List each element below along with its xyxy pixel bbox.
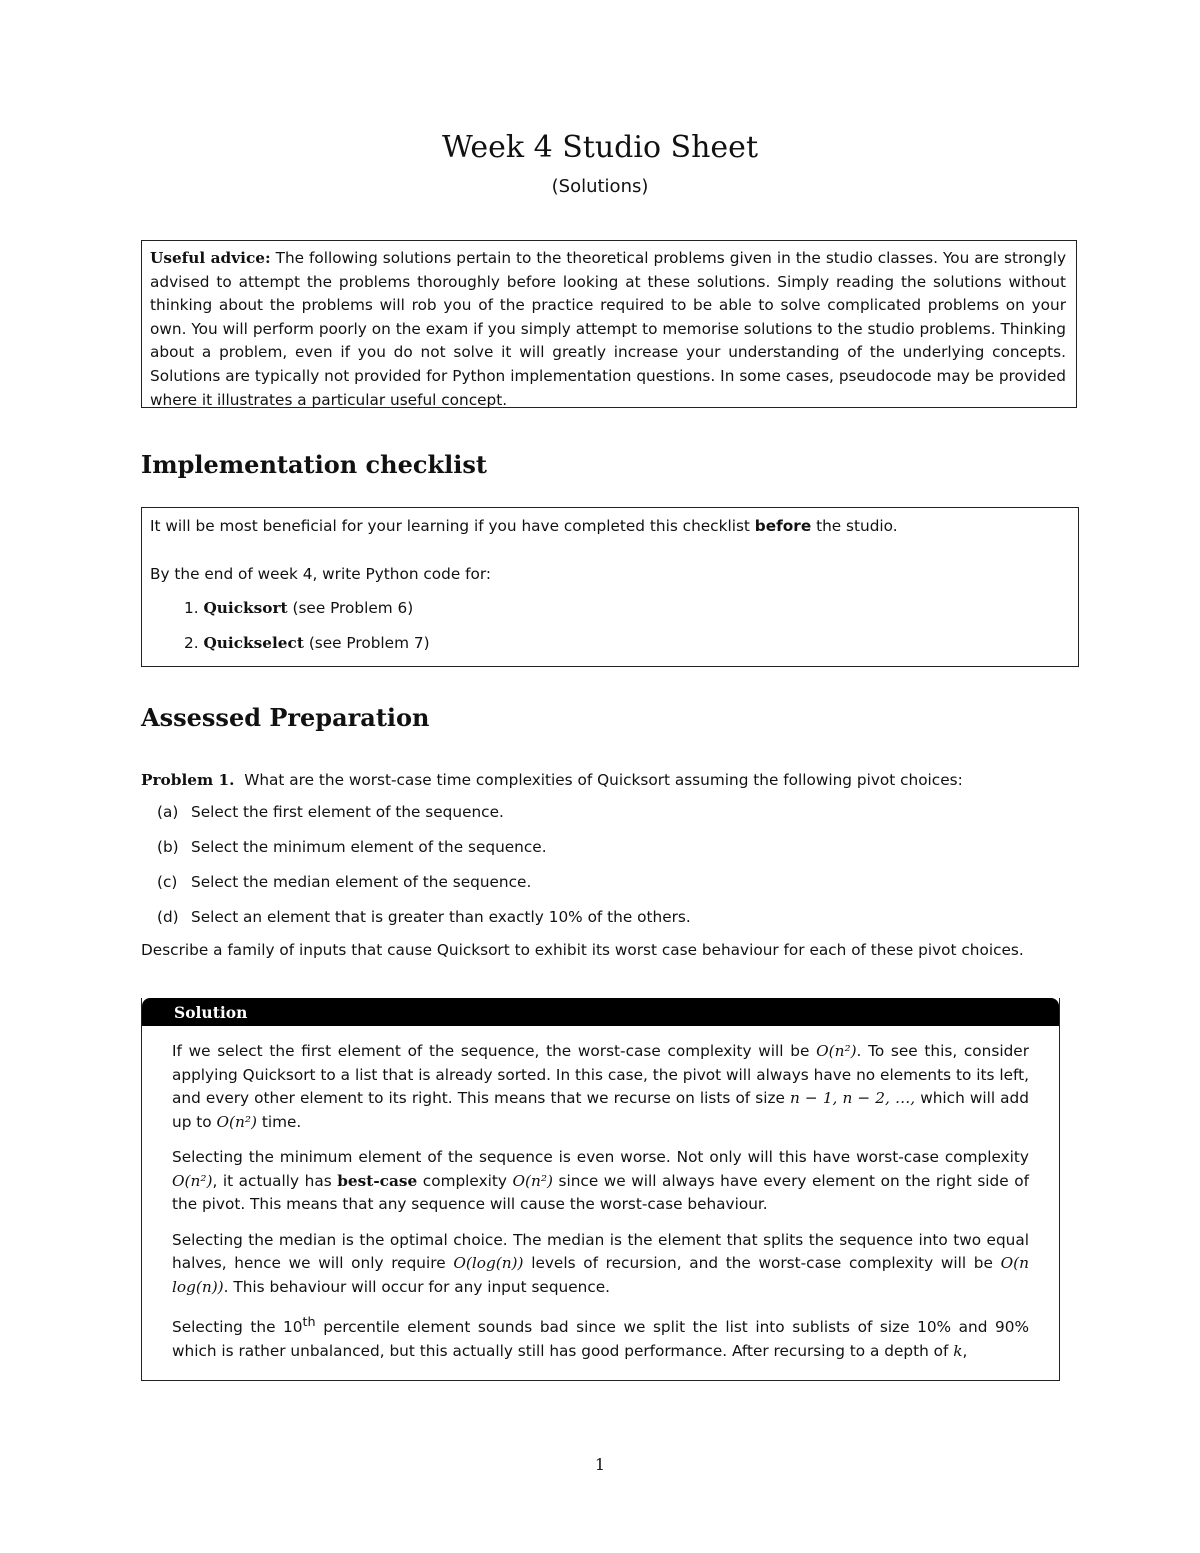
option-text: Select the median element of the sequence. [191, 873, 532, 891]
option-label: (c) [157, 873, 178, 891]
solution-paragraph [172, 1040, 1029, 1134]
solution-box [141, 998, 1060, 1381]
problem-text: What are the worst-case time complexities of Quicksort assuming the following pivot choices: [244, 771, 963, 789]
solution-text: Selecting the median is the optimal choice. The median is the element that splits the sequence into two equal halves, hence we will only require [172, 1230, 1029, 1272]
checklist-box [141, 507, 1079, 667]
checklist-item [184, 631, 1070, 655]
option-label: (a) [157, 803, 179, 821]
checklist-item-number: 1. [184, 599, 199, 617]
solution-bold: best-case [337, 1171, 418, 1190]
solution-text: time. [261, 1112, 302, 1131]
checklist-item-ref: (see Problem 6) [292, 599, 414, 617]
solution-text: which will add up to [172, 1089, 1029, 1131]
solution-text: Selecting the 10 [172, 1318, 303, 1337]
solution-text: . This behaviour will occur for any input sequence. [223, 1277, 611, 1296]
solution-text: , [962, 1341, 968, 1360]
problem-statement [141, 768, 1061, 792]
checklist-intro-tail: the studio. [816, 517, 898, 535]
solution-text: If we select the first element of the sequence, the worst-case complexity will be [172, 1042, 810, 1060]
checklist-item-name: Quickselect [203, 634, 304, 652]
solution-text: percentile element sounds bad since we split the list into sublists of size 10% and 90% which is rather unbalanced, but this actually still has good performance. After recursing to a depth of [172, 1318, 1029, 1360]
page-number: 1 [594, 1455, 606, 1474]
solution-paragraph [172, 1311, 1029, 1363]
math-expression: O(n²) [816, 1042, 857, 1060]
page-title: Week 4 Studio Sheet [442, 130, 758, 165]
option-text: Select an element that is greater than exactly 10% of the others. [191, 908, 691, 926]
solution-text: Selecting the minimum element of the sequence is even worse. Not only will this have worst-case complexity [172, 1148, 1029, 1166]
solution-paragraph [172, 1229, 1029, 1300]
implementation-heading: Implementation checklist [141, 450, 487, 479]
math-expression: O(n²) [216, 1112, 257, 1131]
checklist-item-ref: (see Problem 7) [308, 634, 430, 652]
advice-text: The following solutions pertain to the theoretical problems given in the studio classes. You are strongly advised to attempt the problems thoroughly before looking at these solutions. Simply reading the solutions without thinking about the problems will rob you of the practice required to be able to solve complicated problems on your own. You will perform poorly on the exam if you simply attempt to memorise solutions to the studio problems. Thinking about a problem, even if you do not solve it will greatly increase your understanding of the underlying concepts. Solutions are typically not provided for Python implementation questions. In some cases, pseudocode may be provided where it illustrates a particular useful concept. [150, 249, 1066, 409]
solution-header: Solution [142, 998, 1059, 1026]
problem-1 [141, 768, 1061, 962]
checklist-item-name: Quicksort [203, 599, 288, 617]
math-expression: k [953, 1341, 963, 1360]
solution-text: complexity [422, 1171, 507, 1190]
pivot-options [141, 800, 1061, 929]
math-expression: O(log(n)) [453, 1254, 524, 1272]
solution-paragraph [172, 1146, 1029, 1217]
math-expression: n − 1, n − 2, …, [790, 1089, 916, 1107]
checklist-intro [150, 514, 1070, 538]
math-expression: O(n log(n)) [172, 1254, 1029, 1296]
advice-box [141, 240, 1077, 408]
option-text: Select the minimum element of the sequence. [191, 838, 547, 856]
pivot-option [157, 835, 1061, 859]
problem-label: Problem 1. [141, 771, 235, 789]
preparation-heading: Assessed Preparation [141, 703, 430, 732]
solution-text: , it actually has [212, 1171, 332, 1190]
checklist-item [184, 596, 1070, 620]
solution-text: . To see this, consider applying Quicksort to a list that is already sorted. In this case, the pivot will always have no elements to its left, and every other element to its right. This means that we recurse on lists of size [172, 1042, 1029, 1107]
checklist-intro-text: It will be most beneficial for your learning if you have completed this checklist [150, 517, 750, 535]
option-label: (d) [157, 908, 179, 926]
checklist-item-number: 2. [184, 634, 199, 652]
advice-label: Useful advice: [150, 249, 271, 267]
math-expression: O(n²) [172, 1171, 213, 1190]
pivot-option [157, 905, 1061, 929]
checklist-lead: By the end of week 4, write Python code for: [150, 565, 492, 583]
solution-body [142, 1026, 1059, 1363]
solution-text: levels of recursion, and the worst-case complexity will be [531, 1254, 993, 1272]
pivot-option [157, 800, 1061, 824]
pivot-option [157, 870, 1061, 894]
option-text: Select the first element of the sequence. [191, 803, 504, 821]
option-label: (b) [157, 838, 179, 856]
math-expression: O(n²) [512, 1171, 553, 1190]
page-subtitle: (Solutions) [551, 176, 649, 197]
solution-text: since we will always have every element on the right side of the pivot. This means that any sequence will cause the worst-case behaviour. [172, 1171, 1029, 1213]
checklist-intro-bold: before [754, 517, 812, 535]
problem-closing: Describe a family of inputs that cause Quicksort to exhibit its worst case behaviour for each of these pivot choices. [141, 941, 1024, 959]
superscript: th [302, 1315, 316, 1330]
